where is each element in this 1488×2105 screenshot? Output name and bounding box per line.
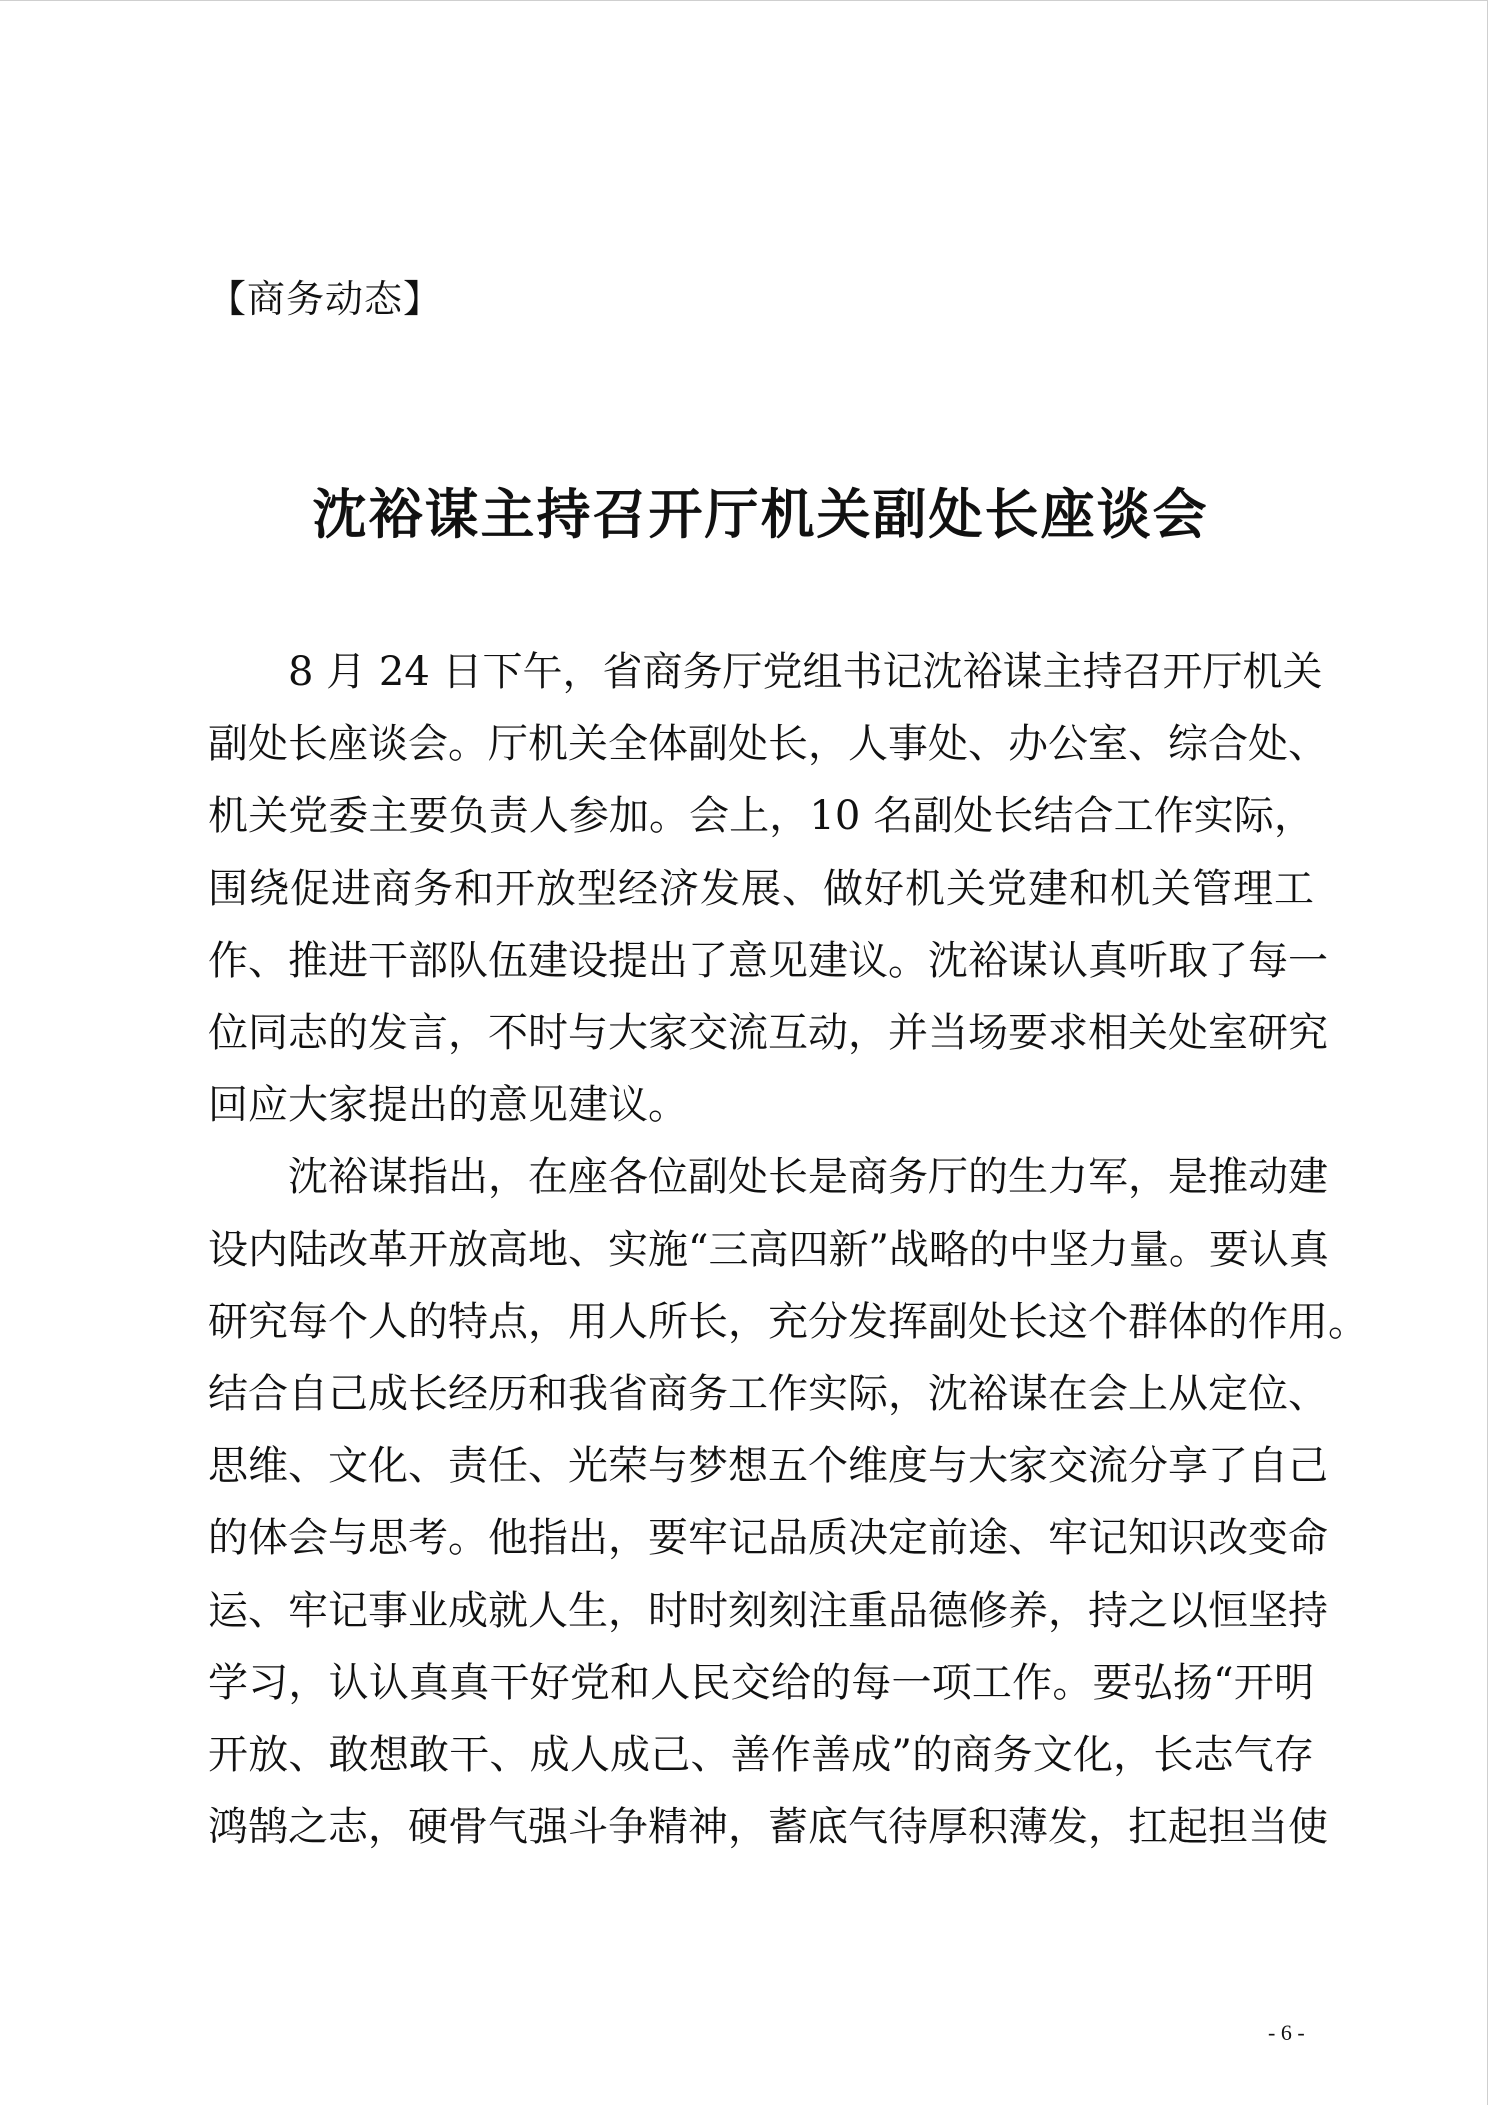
page-number: - 6 -: [1268, 2020, 1305, 2045]
text-line: 沈裕谋指出，在座各位副处长是商务厅的生力军，是推动建: [288, 1154, 1328, 1201]
text-line: 的体会与思考。他指出，要牢记品质决定前途、牢记知识改变命: [208, 1515, 1328, 1562]
text-line: 思维、文化、责任、光荣与梦想五个维度与大家交流分享了自己: [208, 1443, 1328, 1490]
article-body: [208, 636, 1368, 1863]
paragraph-2: [208, 1141, 1368, 1863]
text-line: 8 月 24 日下午，省商务厅党组书记沈裕谋主持召开厅机关: [288, 649, 1323, 695]
text-line: 学习，认认真真干好党和人民交给的每一项工作。要弘扬“开明: [208, 1659, 1314, 1706]
text-line: 作、推进干部队伍建设提出了意见建议。沈裕谋认真听取了每一: [208, 937, 1328, 984]
text-line: 副处长座谈会。厅机关全体副处长，人事处、办公室、综合处、: [208, 721, 1328, 768]
text-line: 围绕促进商务和开放型经济发展、做好机关党建和机关管理工: [208, 865, 1314, 912]
paragraph-1: [208, 636, 1328, 1141]
text-line: 开放、敢想敢干、成人成己、善作善成”的商务文化，长志气存: [208, 1732, 1314, 1779]
text-line: 设内陆改革开放高地、实施“三高四新”战略的中坚力量。要认真: [208, 1226, 1329, 1273]
text-line: 鸿鹄之志，硬骨气强斗争精神，蓄底气待厚积薄发，扛起担当使: [208, 1804, 1328, 1851]
text-line: 位同志的发言，不时与大家交流互动，并当场要求相关处室研究: [208, 1010, 1328, 1057]
text-line: 回应大家提出的意见建议。: [208, 1082, 688, 1129]
text-line: 运、牢记事业成就人生，时时刻刻注重品德修养，持之以恒坚持: [208, 1587, 1328, 1634]
text-line: 研究每个人的特点，用人所长，充分发挥副处长这个群体的作用。: [208, 1298, 1368, 1345]
text-line: 结合自己成长经历和我省商务工作实际，沈裕谋在会上从定位、: [208, 1371, 1328, 1418]
text-line: 机关党委主要负责人参加。会上，10 名副处长结合工作实际，: [208, 793, 1314, 840]
article-title: 沈裕谋主持召开厅机关副处长座谈会: [312, 482, 1209, 546]
section-tag: 【商务动态】: [208, 277, 443, 321]
